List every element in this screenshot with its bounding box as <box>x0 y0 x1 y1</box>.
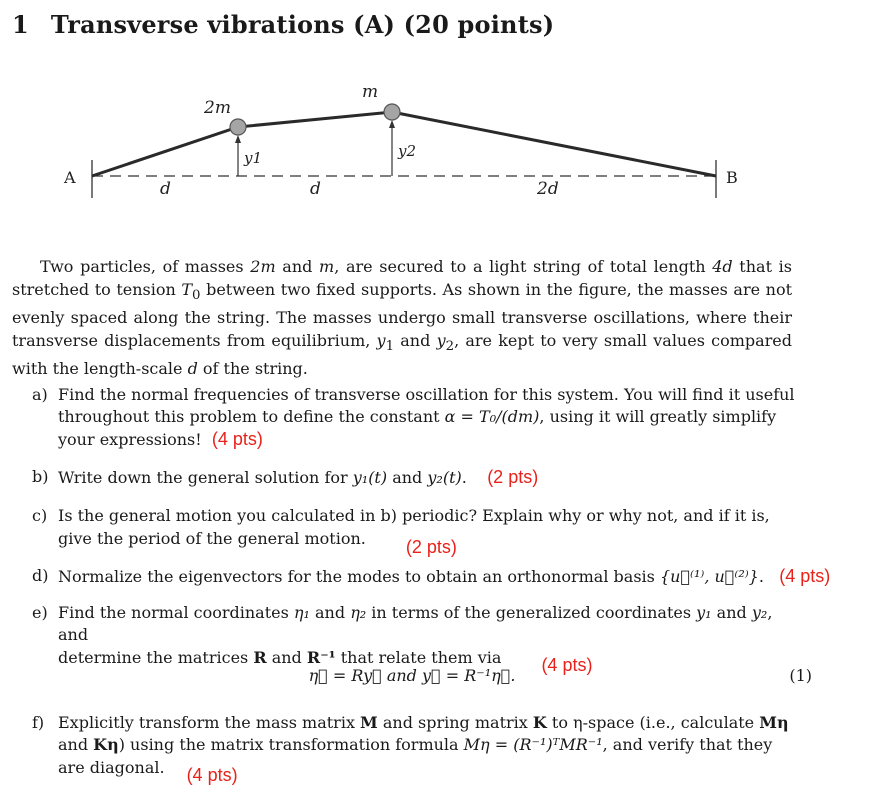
string-segment-2 <box>238 112 392 127</box>
part-d <box>12 565 852 589</box>
label-y2: y2 <box>398 142 417 160</box>
part-c-label: c) <box>32 506 48 525</box>
equation-1 <box>12 666 812 685</box>
part-e-label: e) <box>32 603 48 622</box>
part-e-points: (4 pts) <box>541 655 593 675</box>
label-spacing-1: d <box>160 179 171 199</box>
part-d-label: d) <box>32 566 49 585</box>
part-b <box>12 466 852 490</box>
part-c-points: (2 pts) <box>405 537 457 557</box>
arrowhead-1 <box>235 135 241 143</box>
string-diagram <box>50 80 770 210</box>
part-a <box>12 384 852 454</box>
label-a: A <box>64 168 76 187</box>
string-segment-1 <box>92 127 238 176</box>
part-a-label: a) <box>32 385 48 404</box>
section-heading <box>12 10 554 39</box>
section-number: 1 <box>12 10 29 39</box>
label-mass-m: m <box>362 82 379 102</box>
part-a-text: Find the normal frequencies of transverse oscillation for this system. You will find it useful throughout this problem to define the constant α = T₀/(dm), using it will greatly simplify your expressions! (4 pts) <box>58 385 795 449</box>
part-c <box>12 505 852 555</box>
string-figure <box>50 80 770 210</box>
label-y1: y1 <box>244 149 263 167</box>
section-title: Transverse vibrations (A) (20 points) <box>50 10 555 39</box>
string-segment-3 <box>392 112 716 176</box>
part-d-text: Normalize the eigenvectors for the modes to obtain an orthonormal basis {u⃗⁽¹⁾, u⃗⁽²⁾}. (4 pts) <box>58 566 831 586</box>
part-b-points: (2 pts) <box>487 467 539 487</box>
label-spacing-3: 2d <box>537 179 559 199</box>
part-a-points: (4 pts) <box>211 429 263 449</box>
part-b-text: Write down the general solution for y₁(t) and y₂(t). (2 pts) <box>58 467 539 487</box>
arrowhead-2 <box>389 120 395 128</box>
problem-statement: Two particles, of masses 2m and m, are secured to a light string of total length 4d that is stretched to tension $T_0$ between two fixed supports. As shown in the figure, the masses are not evenly spaced along the string. The masses undergo small transverse oscillations, where their transverse displacements from equilibrium, $y_1$ and $y_2$, are kept to very small values compared with the length-scale d of the string. <box>12 257 793 379</box>
label-b: B <box>726 168 738 187</box>
mass-m-ball <box>384 104 400 120</box>
part-f-label: f) <box>32 713 45 732</box>
label-spacing-2: d <box>310 179 321 199</box>
part-d-points: (4 pts) <box>779 566 831 586</box>
label-mass-2m: 2m <box>204 98 231 118</box>
part-b-label: b) <box>32 467 49 486</box>
equation-1-expr: η⃗ = Ry⃗ and y⃗ = R⁻¹η⃗. <box>308 666 516 685</box>
equation-1-number: (1) <box>789 666 812 685</box>
part-c-text: Is the general motion you calculated in b) periodic? Explain why or why not, and if it is, give the period of the general motion. (2 pts) <box>58 506 770 557</box>
part-f <box>12 712 852 792</box>
part-e-text: Find the normal coordinates η₁ and η₂ in terms of the generalized coordinates y₁ and y₂, and determine the matrices R and R⁻¹ that relate them via (4 pts) <box>58 603 773 675</box>
mass-2m-ball <box>230 119 246 135</box>
part-f-text: Explicitly transform the mass matrix M and spring matrix K to η-space (i.e., calculate Mη and Kη) using the matrix transformation formula Mη = (R⁻¹)ᵀMR⁻¹, and verify that they are diagonal. (4 pts) <box>58 713 789 785</box>
part-f-points: (4 pts) <box>186 765 238 785</box>
